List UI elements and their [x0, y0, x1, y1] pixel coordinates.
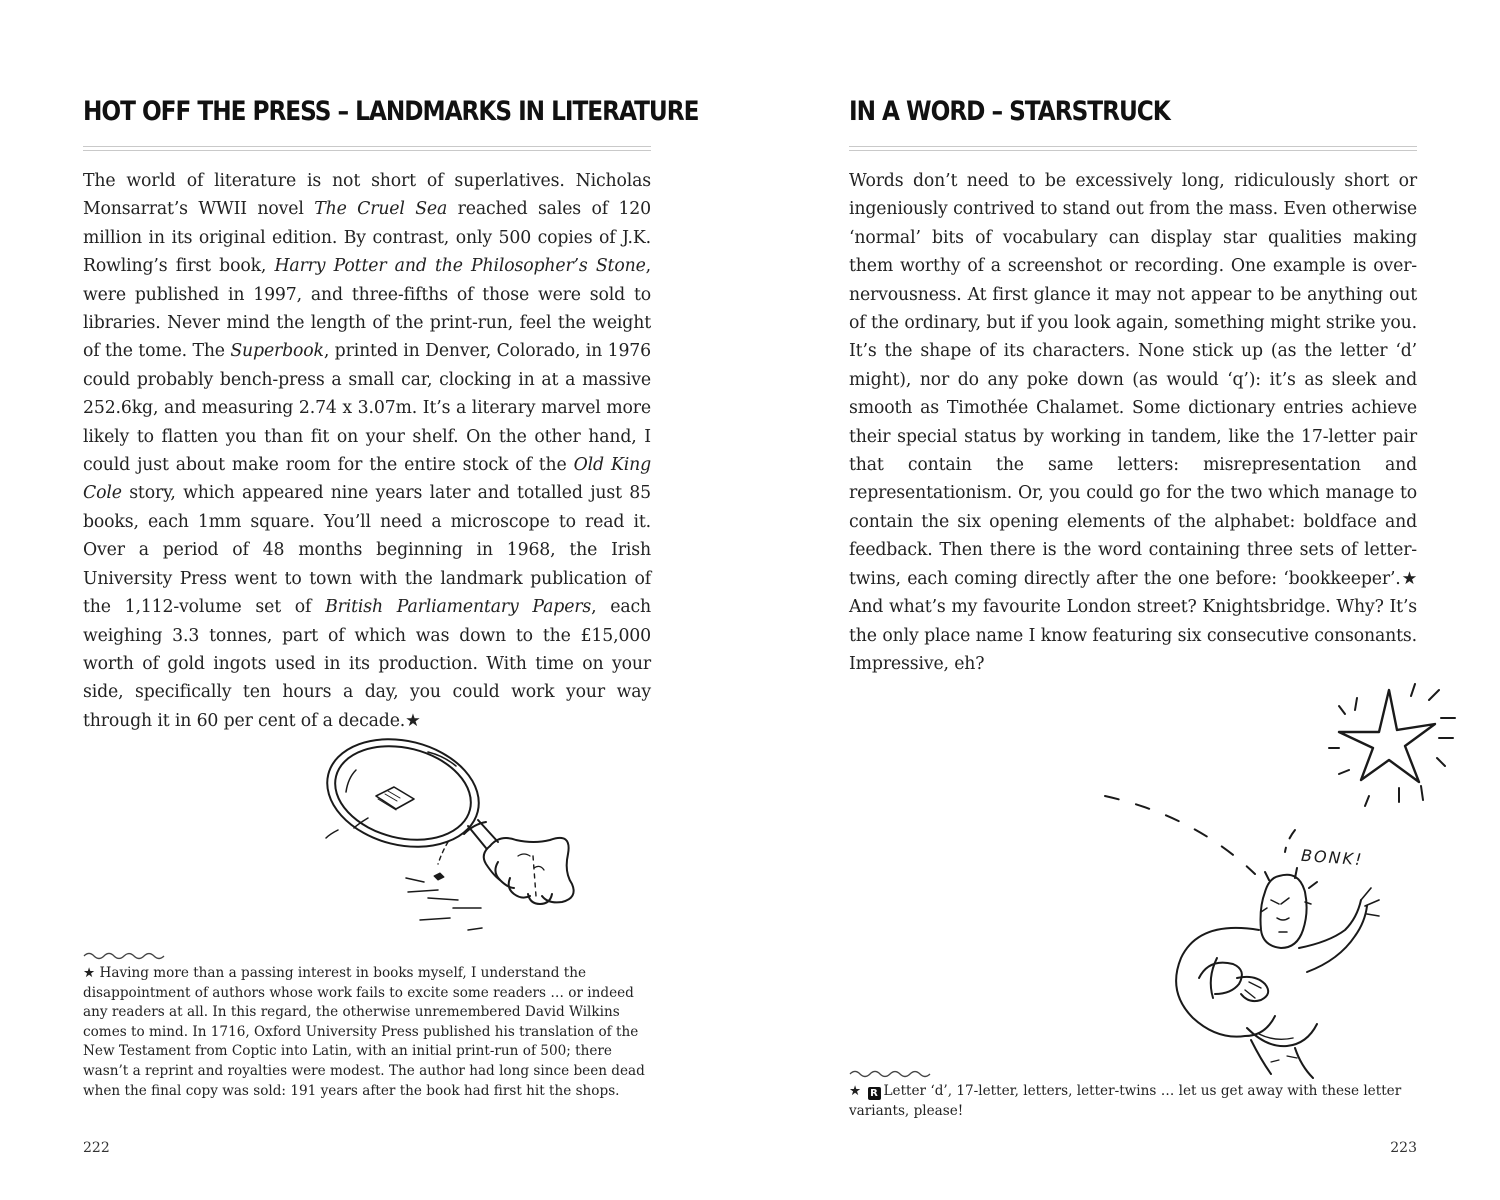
- book-title: British Parliamentary Papers: [325, 597, 592, 618]
- body-segment: , each weighing 3.3 tonnes, part of which was down to the £15,000 worth of gold ingots used in its production. With time on your side, specifically ten hours a day, you could work your way through it in 60 per cent of a decade.★: [83, 597, 651, 731]
- right-body-text: Words don’t need to be excessively long, ridiculously short or ingeniously contrived to stand out from the mass. Even otherwise ‘normal’ bits of vocabulary can display star qualities making them worthy of a screenshot or recording. One example is over-nervousness. At first glance it may not appear to be anything out of the ordinary, but if you look again, something might strike you. It’s the shape of its characters. None stick up (as the letter ‘d’ might), nor do any poke down (as would ‘q’): it’s as sleek and smooth as Timothée Chalamet. Some dictionary entries achieve their special status by working in tandem, like the 17-letter pair that contain the same letters: misrepresentation and representationism. Or, you could go for the two which manage to contain the six opening elements of the alphabet: boldface and feedback. Then there is the word containing three sets of letter-twins, each coming directly after the one before: ‘bookkeeper’.★ And what’s my favourite London street? Knightsbridge. Why? It’s the only place name I know featuring six consecutive consonants. Impressive, eh?: [849, 171, 1417, 674]
- body-segment: , printed in Denver, Colorado, in 1976 could probably bench-press a small car, clocking in at a massive 252.6kg, and measuring 2.74 x 3.07m. It’s a literary marvel more likely to flatten you than fit on your shelf. On the other hand, I could just about make room for the entire stock of the: [83, 341, 651, 476]
- page-number: 222: [83, 1140, 110, 1156]
- book-title: The Cruel Sea: [314, 199, 448, 220]
- footnote-divider: [83, 946, 169, 965]
- r-badge-icon: R: [868, 1087, 881, 1100]
- starstruck-man-icon: [1099, 678, 1459, 1088]
- left-footnote: ★ Having more than a passing interest in books myself, I understand the disappointment of authors whose work fails to excite some readers … or indeed any readers at all. In this regard, the otherwise unremembered David Wilkins comes to mind. In 1716, Oxford University Press published his translation of the New Testament from Coptic into Latin, with an initial print-run of 500; there wasn’t a reprint and royalties were modest. The author had long since been dead when the final copy was sold: 191 years after the book had first hit the shops.: [83, 965, 645, 1099]
- body-segment: reached sales of 120 million in its original edition. By contrast, only 500 copies of J.K. Rowling’s first book,: [83, 199, 652, 277]
- footnote-star: ★: [849, 1083, 862, 1099]
- heading-rule: [849, 146, 1417, 147]
- page-number: 223: [1390, 1140, 1417, 1156]
- body-segment: , were published in 1997, and three-fifths of those were sold to libraries. Never mind the length of the print-run, feel the weight of the tome. The: [83, 256, 651, 362]
- left-page: [83, 0, 699, 1200]
- right-page: [849, 0, 1417, 1200]
- right-footnote: [849, 1082, 1417, 1121]
- left-body-text: [83, 167, 651, 735]
- body-segment: story, which appeared nine years later and totalled just 85 books, each 1mm square. You’ll need a microscope to read it. Over a period of 48 months beginning in 1968, the Irish University Press went to town with the landmark publication of the 1,112-volume set of: [83, 483, 651, 618]
- footnote-text: Letter ‘d’, 17-letter, letters, letter-twins … let us get away with these letter variants, please!: [849, 1083, 1402, 1119]
- book-title: Old King Cole: [83, 455, 651, 504]
- magnifying-glass-icon: [278, 738, 598, 938]
- left-page-heading: HOT OFF THE PRESS – LANDMARKS IN LITERATURE: [83, 96, 699, 127]
- book-title: Harry Potter and the Philosopher’s Stone: [274, 256, 646, 277]
- right-page-heading: IN A WORD – STARSTRUCK: [849, 96, 1170, 127]
- body-segment: The world of literature is not short of superlatives. Nicholas Monsarrat’s WWII novel: [83, 171, 651, 220]
- bonk-caption: BONK!: [1300, 845, 1365, 870]
- book-title: Superbook: [230, 341, 324, 362]
- star-icon: [1339, 690, 1435, 782]
- footnote-divider: [849, 1064, 935, 1083]
- heading-rule: [83, 146, 651, 147]
